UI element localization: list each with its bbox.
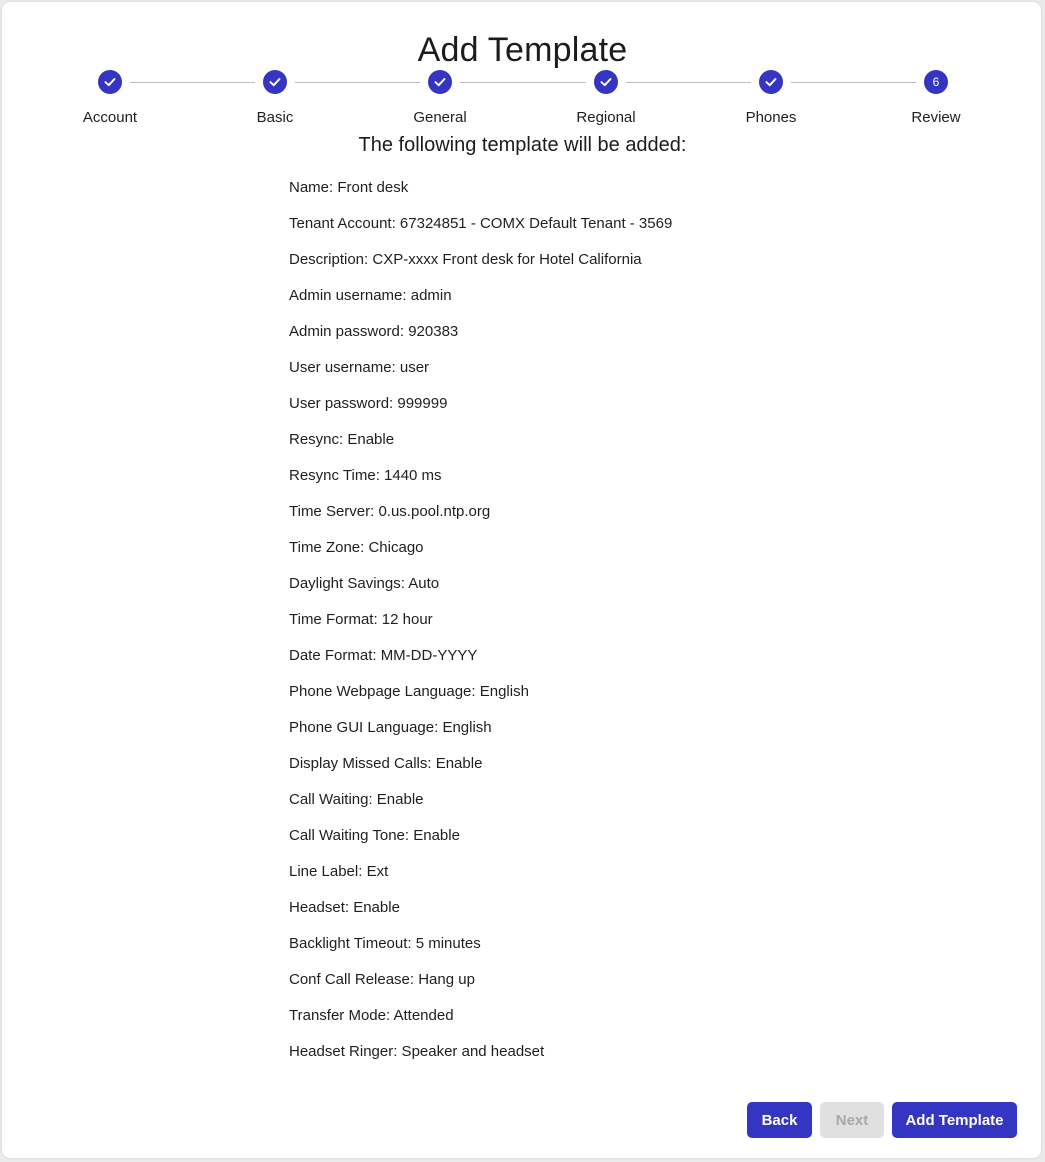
stepper: [2, 70, 1043, 140]
step-label: Phones: [745, 109, 797, 126]
back-button[interactable]: Back: [747, 1102, 812, 1138]
step-label: Regional: [576, 109, 636, 126]
step-label: General: [413, 109, 467, 126]
next-button[interactable]: Next: [820, 1102, 884, 1138]
detail-date-format: Date Format: MM-DD-YYYY: [289, 647, 478, 664]
detail-time-zone: Time Zone: Chicago: [289, 539, 424, 556]
detail-call-waiting-tone: Call Waiting Tone: Enable: [289, 827, 460, 844]
detail-admin-username: Admin username: admin: [289, 287, 452, 304]
step-general: [380, 70, 500, 126]
detail-name: Name: Front desk: [289, 179, 409, 196]
add-template-button[interactable]: Add Template: [892, 1102, 1017, 1138]
check-icon: [98, 70, 122, 94]
detail-admin-password: Admin password: 920383: [289, 323, 459, 340]
detail-phone-gui-language: Phone GUI Language: English: [289, 719, 492, 736]
detail-backlight-timeout: Backlight Timeout: 5 minutes: [289, 935, 481, 952]
step-review: [876, 70, 996, 126]
detail-time-server: Time Server: 0.us.pool.ntp.org: [289, 503, 491, 520]
step-regional: [546, 70, 666, 126]
detail-description: Description: CXP-xxxx Front desk for Hotel California: [289, 251, 642, 268]
check-icon: [263, 70, 287, 94]
detail-call-waiting: Call Waiting: Enable: [289, 791, 424, 808]
check-icon: [759, 70, 783, 94]
step-label: Basic: [256, 109, 294, 126]
detail-transfer-mode: Transfer Mode: Attended: [289, 1007, 454, 1024]
detail-user-username: User username: user: [289, 359, 430, 376]
detail-headset: Headset: Enable: [289, 899, 400, 916]
page-title: Add Template: [417, 31, 628, 69]
step-number: 6: [924, 70, 948, 94]
template-details-list: [289, 178, 672, 1078]
detail-daylight-savings: Daylight Savings: Auto: [289, 575, 440, 592]
detail-line-label: Line Label: Ext: [289, 863, 389, 880]
check-icon: [428, 70, 452, 94]
detail-phone-webpage-language: Phone Webpage Language: English: [289, 683, 529, 700]
detail-resync: Resync: Enable: [289, 431, 395, 448]
detail-conf-call-release: Conf Call Release: Hang up: [289, 971, 475, 988]
step-label: Review: [911, 109, 961, 126]
review-subtitle: The following template will be added:: [358, 134, 687, 156]
detail-resync-time: Resync Time: 1440 ms: [289, 467, 442, 484]
wizard-card: [2, 2, 1041, 1158]
step-label: Account: [82, 109, 138, 126]
detail-user-password: User password: 999999: [289, 395, 448, 412]
detail-time-format: Time Format: 12 hour: [289, 611, 433, 628]
step-basic: [215, 70, 335, 126]
detail-display-missed-calls: Display Missed Calls: Enable: [289, 755, 483, 772]
step-account: [50, 70, 170, 126]
check-icon: [594, 70, 618, 94]
detail-headset-ringer: Headset Ringer: Speaker and headset: [289, 1043, 545, 1060]
step-phones: [711, 70, 831, 126]
detail-tenant-account: Tenant Account: 67324851 - COMX Default Tenant - 3569: [289, 215, 673, 232]
